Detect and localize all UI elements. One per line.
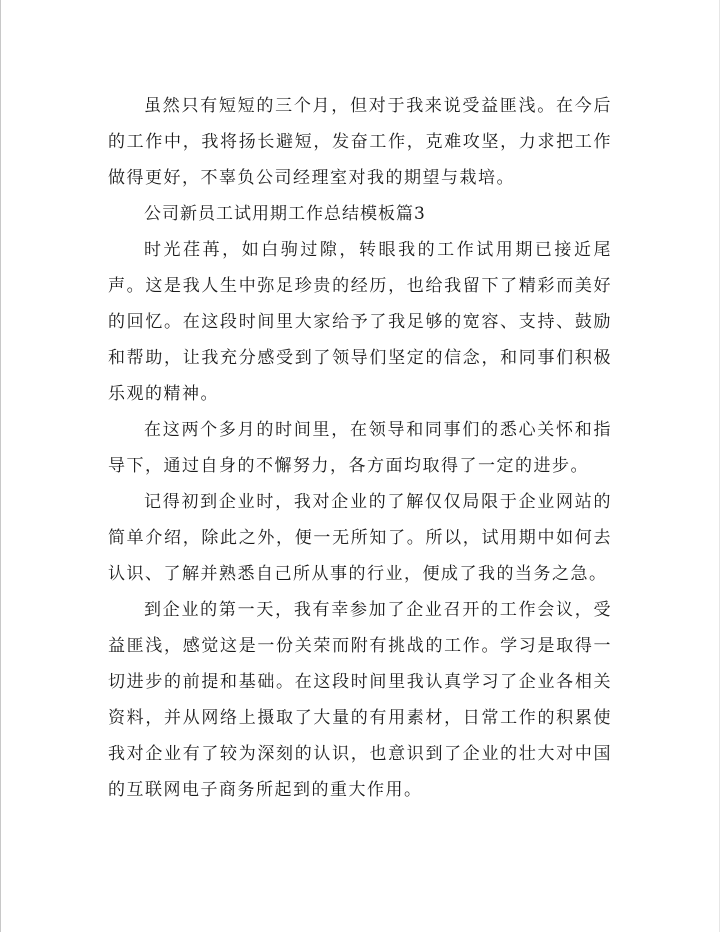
paragraph-time-flies: 时光荏苒，如白驹过隙，转眼我的工作试用期已接近尾声。这是我人生中弥足珍贵的经历，也给我留下了精彩而美好的回忆。在这段时间里大家给予了我足够的宽容、支持、鼓励和帮助，让我充分感受到了领导们坚定的信念，和同事们积极乐观的精神。	[108, 240, 612, 404]
page-left-border	[0, 0, 1, 932]
paragraph-intro: 虽然只有短短的三个月，但对于我来说受益匪浅。在今后的工作中，我将扬长避短，发奋工作，克难攻坚，力求把工作做得更好，不辜负公司经理室对我的期望与栽培。	[108, 96, 612, 188]
section-heading: 公司新员工试用期工作总结模板篇3	[144, 204, 426, 224]
paragraph-first-day: 到企业的第一天，我有幸参加了企业召开的工作会议，受益匪浅，感觉这是一份关荣而附有挑战的工作。学习是取得一切进步的前提和基础。在这段时间里我认真学习了企业各相关资料，并从网络上摄取了大量的有用素材，日常工作的积累使我对企业有了较为深刻的认识，也意识到了企业的壮大对中国的互联网电子商务所起到的重大作用。	[108, 600, 612, 800]
paragraph-first-arrival: 记得初到企业时，我对企业的了解仅仅局限于企业网站的简单介绍，除此之外，便一无所知了。所以，试用期中如何去认识、了解并熟悉自己所从事的行业，便成了我的当务之急。	[108, 492, 612, 584]
document-body	[108, 88, 612, 808]
paragraph-two-months: 在这两个多月的时间里，在领导和同事们的悉心关怀和指导下，通过自身的不懈努力，各方面均取得了一定的进步。	[108, 420, 612, 476]
